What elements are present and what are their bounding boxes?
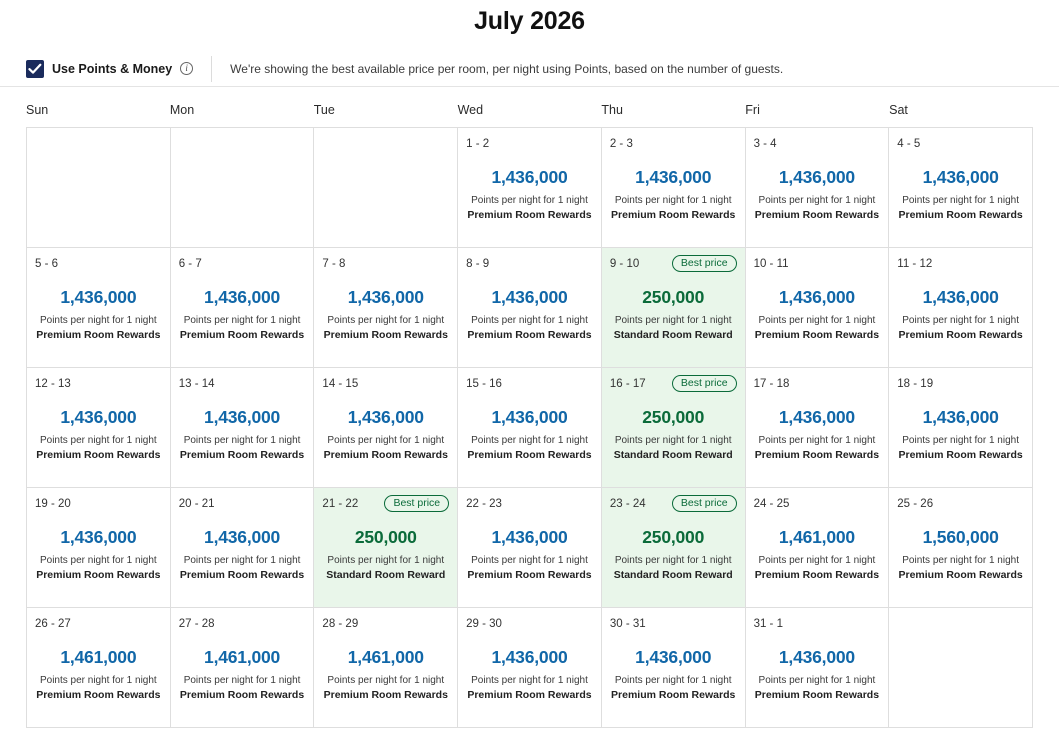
calendar-day-cell[interactable] [889, 488, 1033, 608]
price-amount: 1,436,000 [922, 167, 999, 187]
price-subtitle: Points per night for 1 night [327, 675, 445, 686]
price-subtitle: Points per night for 1 night [614, 195, 732, 206]
calendar-day-cell[interactable] [746, 368, 890, 488]
price-amount: 1,436,000 [204, 407, 281, 427]
weekday-mon: Mon [169, 103, 195, 117]
calendar-day-cell[interactable] [314, 368, 458, 488]
calendar-day-cell[interactable] [889, 128, 1033, 248]
price-block[interactable] [754, 527, 881, 581]
price-block[interactable] [466, 167, 593, 221]
price-block[interactable] [897, 407, 1024, 461]
price-subtitle: Points per night for 1 night [758, 315, 876, 326]
weekday-wed: Wed [457, 103, 484, 117]
room-type-label: Premium Room Rewards [898, 329, 1023, 341]
room-type-label: Premium Room Rewards [36, 689, 161, 701]
date-range-label: 24 - 25 [753, 497, 790, 510]
room-type-label: Premium Room Rewards [36, 569, 161, 581]
price-amount: 1,436,000 [635, 647, 712, 667]
calendar-day-cell[interactable] [889, 368, 1033, 488]
calendar-day-cell[interactable] [458, 368, 602, 488]
date-range-label: 27 - 28 [178, 617, 215, 630]
price-block[interactable] [322, 287, 449, 341]
price-subtitle: Points per night for 1 night [758, 675, 876, 686]
room-type-label: Premium Room Rewards [754, 209, 880, 221]
price-amount: 1,560,000 [922, 527, 999, 547]
calendar-cell-empty [314, 128, 458, 248]
date-range-label: 5 - 6 [35, 257, 59, 270]
price-block[interactable] [466, 407, 593, 461]
room-type-label: Premium Room Rewards [323, 449, 448, 461]
price-amount: 1,436,000 [347, 407, 424, 427]
date-range-label: 12 - 13 [35, 377, 71, 390]
price-subtitle: Points per night for 1 night [327, 315, 445, 326]
calendar-day-cell[interactable] [602, 608, 746, 728]
calendar-cell-header [179, 615, 306, 632]
price-amount: 1,436,000 [204, 527, 281, 547]
best-price-badge: Best price [672, 375, 737, 392]
calendar-cell-header [322, 615, 449, 632]
calendar-cell-header [897, 135, 1024, 152]
date-range-label: 7 - 8 [322, 257, 346, 270]
weekday-sat: Sat [889, 103, 908, 117]
calendar-day-cell[interactable] [746, 128, 890, 248]
price-amount: 1,461,000 [204, 647, 281, 667]
price-subtitle: Points per night for 1 night [471, 195, 588, 206]
calendar-cell-header [35, 495, 162, 512]
price-subtitle: Points per night for 1 night [183, 435, 301, 446]
date-range-label: 21 - 22 [322, 497, 359, 510]
calendar-cell-header [35, 255, 162, 272]
price-subtitle: Points per night for 1 night [183, 675, 301, 686]
date-range-label: 22 - 23 [466, 497, 502, 510]
room-type-label: Premium Room Rewards [179, 569, 305, 581]
calendar-cell-header [754, 615, 881, 632]
best-price-badge: Best price [384, 495, 449, 512]
price-subtitle: Points per night for 1 night [902, 195, 1019, 206]
date-range-label: 25 - 26 [897, 497, 934, 510]
room-type-label: Premium Room Rewards [754, 569, 880, 581]
date-range-label: 30 - 31 [609, 617, 646, 630]
room-type-label: Premium Room Rewards [323, 329, 448, 341]
calendar-day-cell[interactable] [314, 608, 458, 728]
price-amount: 1,436,000 [204, 287, 281, 307]
calendar-day-cell[interactable] [602, 128, 746, 248]
calendar-day-cell[interactable] [171, 488, 315, 608]
date-range-label: 2 - 3 [609, 137, 633, 150]
room-type-label: Premium Room Rewards [898, 569, 1023, 581]
price-subtitle: Points per night for 1 night [758, 195, 876, 206]
date-range-label: 14 - 15 [322, 377, 359, 390]
date-range-label: 23 - 24 [609, 497, 646, 510]
calendar-cell-empty [171, 128, 315, 248]
weekday-header [0, 103, 1059, 127]
room-type-label: Premium Room Rewards [36, 329, 161, 341]
price-block[interactable] [610, 287, 737, 341]
price-amount: 1,461,000 [347, 647, 424, 667]
date-range-label: 29 - 30 [466, 617, 502, 630]
price-block[interactable] [179, 647, 306, 701]
calendar-cell-header [466, 495, 593, 512]
page-title: July 2026 [474, 7, 585, 35]
date-range-label: 10 - 11 [753, 257, 789, 270]
date-range-label: 9 - 10 [609, 257, 640, 270]
price-amount: 1,436,000 [778, 287, 855, 307]
calendar-day-cell[interactable] [27, 608, 171, 728]
price-block[interactable] [466, 527, 593, 581]
room-type-label: Premium Room Rewards [179, 449, 305, 461]
price-block[interactable] [179, 287, 306, 341]
price-amount: 1,436,000 [347, 287, 424, 307]
calendar-cell-header [466, 255, 593, 272]
price-subtitle: Points per night for 1 night [902, 315, 1019, 326]
calendar-cell-header [466, 135, 593, 152]
calendar-cell-header [179, 375, 306, 392]
price-amount: 1,436,000 [778, 647, 855, 667]
room-type-label: Premium Room Rewards [467, 329, 592, 341]
calendar-cell-header [897, 375, 1024, 392]
calendar-cell-empty [889, 608, 1033, 728]
date-range-label: 8 - 9 [466, 257, 490, 270]
date-range-label: 6 - 7 [178, 257, 202, 270]
calendar-day-cell[interactable] [889, 248, 1033, 368]
best-price-badge: Best price [672, 255, 737, 272]
price-subtitle: Points per night for 1 night [902, 435, 1019, 446]
price-block[interactable] [35, 407, 162, 461]
calendar-cell-header [179, 495, 306, 512]
calendar-cell-header [610, 135, 737, 152]
calendar-cell-header [754, 135, 881, 152]
price-subtitle: Points per night for 1 night [614, 435, 732, 446]
calendar-cell-header [610, 495, 737, 512]
weekday-sun: Sun [26, 103, 49, 117]
date-range-label: 20 - 21 [178, 497, 215, 510]
info-icon[interactable]: i [180, 62, 193, 75]
calendar-grid [26, 127, 1033, 728]
calendar-day-cell[interactable] [171, 608, 315, 728]
calendar-cell-header [610, 615, 737, 632]
price-block[interactable] [179, 407, 306, 461]
calendar-day-cell[interactable] [27, 368, 171, 488]
price-amount: 1,436,000 [491, 527, 568, 547]
room-type-label: Premium Room Rewards [467, 209, 592, 221]
room-type-label: Premium Room Rewards [467, 449, 592, 461]
price-subtitle: Points per night for 1 night [471, 555, 588, 566]
date-range-label: 16 - 17 [609, 377, 646, 390]
calendar-cell-header [322, 495, 449, 512]
room-type-label: Premium Room Rewards [467, 689, 592, 701]
price-block[interactable] [754, 647, 881, 701]
room-type-label: Premium Room Rewards [898, 449, 1023, 461]
room-type-label: Premium Room Rewards [179, 689, 305, 701]
price-block[interactable] [754, 167, 881, 221]
calendar-cell-header [322, 255, 449, 272]
date-range-label: 4 - 5 [897, 137, 921, 150]
date-range-label: 18 - 19 [897, 377, 934, 390]
price-amount: 1,436,000 [60, 287, 137, 307]
price-subtitle: Points per night for 1 night [758, 555, 876, 566]
date-range-label: 31 - 1 [753, 617, 783, 630]
price-subtitle: Points per night for 1 night [39, 435, 157, 446]
calendar-day-cell[interactable] [171, 368, 315, 488]
price-block[interactable] [35, 647, 162, 701]
calendar-cell-header [610, 375, 737, 392]
date-range-label: 17 - 18 [753, 377, 790, 390]
calendar-day-cell[interactable] [602, 368, 746, 488]
room-type-label: Standard Room Reward [326, 569, 446, 581]
price-block[interactable] [35, 527, 162, 581]
price-subtitle: Points per night for 1 night [327, 555, 445, 566]
room-type-label: Premium Room Rewards [179, 329, 305, 341]
price-subtitle: Points per night for 1 night [614, 675, 732, 686]
date-range-label: 19 - 20 [35, 497, 71, 510]
price-amount: 250,000 [642, 287, 705, 307]
price-subtitle: Points per night for 1 night [758, 435, 876, 446]
price-subtitle: Points per night for 1 night [39, 555, 157, 566]
calendar-day-cell[interactable] [746, 248, 890, 368]
calendar-day-cell[interactable] [458, 248, 602, 368]
checkbox-checked-icon[interactable] [26, 60, 44, 78]
date-range-label: 15 - 16 [466, 377, 502, 390]
calendar-day-cell[interactable] [458, 128, 602, 248]
date-range-label: 13 - 14 [178, 377, 215, 390]
price-amount: 250,000 [354, 527, 417, 547]
price-amount: 1,436,000 [778, 407, 855, 427]
price-amount: 1,436,000 [60, 407, 137, 427]
calendar-day-cell[interactable] [314, 248, 458, 368]
calendar-cell-header [754, 375, 881, 392]
price-amount: 1,436,000 [922, 287, 999, 307]
calendar-cell-header [897, 255, 1024, 272]
calendar-day-cell[interactable] [602, 248, 746, 368]
price-amount: 1,436,000 [922, 407, 999, 427]
room-type-label: Standard Room Reward [613, 569, 733, 581]
calendar-cell-header [35, 375, 162, 392]
price-subtitle: Points per night for 1 night [183, 315, 301, 326]
price-amount: 1,436,000 [491, 647, 568, 667]
options-note: We're showing the best available price per room, per night using Points, based on the number of guests. [230, 61, 784, 76]
calendar-cell-header [466, 615, 593, 632]
price-subtitle: Points per night for 1 night [39, 675, 157, 686]
price-amount: 1,436,000 [491, 407, 568, 427]
price-subtitle: Points per night for 1 night [614, 555, 732, 566]
price-block[interactable] [179, 527, 306, 581]
room-type-label: Premium Room Rewards [754, 449, 880, 461]
calendar-cell-header [754, 495, 881, 512]
room-type-label: Premium Room Rewards [36, 449, 161, 461]
calendar-cell-header [322, 375, 449, 392]
price-subtitle: Points per night for 1 night [327, 435, 445, 446]
price-block[interactable] [466, 287, 593, 341]
calendar-cell-header [754, 255, 881, 272]
room-type-label: Premium Room Rewards [611, 689, 736, 701]
price-subtitle: Points per night for 1 night [902, 555, 1019, 566]
calendar-day-cell[interactable] [314, 488, 458, 608]
price-subtitle: Points per night for 1 night [39, 315, 157, 326]
room-type-label: Premium Room Rewards [898, 209, 1023, 221]
calendar-day-cell[interactable] [27, 248, 171, 368]
use-points-and-money-label: Use Points & Money [52, 61, 173, 76]
room-type-label: Premium Room Rewards [611, 209, 736, 221]
price-subtitle: Points per night for 1 night [471, 675, 588, 686]
room-type-label: Premium Room Rewards [467, 569, 592, 581]
weekday-tue: Tue [313, 103, 335, 117]
use-points-and-money-toggle[interactable] [26, 56, 212, 82]
price-block[interactable] [610, 167, 737, 221]
price-amount: 1,436,000 [778, 167, 855, 187]
best-price-badge: Best price [672, 495, 737, 512]
calendar-day-cell[interactable] [458, 608, 602, 728]
date-range-label: 28 - 29 [322, 617, 359, 630]
date-range-label: 1 - 2 [466, 137, 490, 150]
room-type-label: Premium Room Rewards [754, 689, 880, 701]
price-block[interactable] [35, 287, 162, 341]
price-block[interactable] [322, 407, 449, 461]
room-type-label: Standard Room Reward [613, 329, 733, 341]
price-amount: 1,436,000 [491, 287, 568, 307]
price-block[interactable] [754, 407, 881, 461]
price-block[interactable] [610, 407, 737, 461]
price-block[interactable] [897, 527, 1024, 581]
calendar-day-cell[interactable] [746, 488, 890, 608]
price-block[interactable] [322, 527, 449, 581]
price-block[interactable] [897, 287, 1024, 341]
date-range-label: 3 - 4 [753, 137, 777, 150]
price-amount: 1,436,000 [491, 167, 568, 187]
price-block[interactable] [610, 527, 737, 581]
price-subtitle: Points per night for 1 night [471, 315, 588, 326]
calendar-day-cell[interactable] [171, 248, 315, 368]
room-type-label: Premium Room Rewards [754, 329, 880, 341]
calendar-cell-header [35, 615, 162, 632]
price-subtitle: Points per night for 1 night [183, 555, 301, 566]
price-block[interactable] [466, 647, 593, 701]
room-type-label: Premium Room Rewards [323, 689, 448, 701]
calendar-day-cell[interactable] [27, 488, 171, 608]
date-range-label: 11 - 12 [897, 257, 933, 270]
options-bar [0, 51, 1059, 87]
calendar-cell-header [466, 375, 593, 392]
price-subtitle: Points per night for 1 night [471, 435, 588, 446]
price-amount: 250,000 [642, 407, 705, 427]
price-block[interactable] [610, 647, 737, 701]
price-amount: 1,436,000 [60, 527, 137, 547]
room-type-label: Standard Room Reward [613, 449, 733, 461]
calendar-cell-header [179, 255, 306, 272]
date-range-label: 26 - 27 [35, 617, 71, 630]
price-block[interactable] [897, 167, 1024, 221]
price-block[interactable] [322, 647, 449, 701]
calendar-day-cell[interactable] [746, 608, 890, 728]
weekday-fri: Fri [745, 103, 760, 117]
calendar-day-cell[interactable] [602, 488, 746, 608]
price-block[interactable] [754, 287, 881, 341]
weekday-thu: Thu [601, 103, 623, 117]
price-subtitle: Points per night for 1 night [614, 315, 732, 326]
price-amount: 1,436,000 [635, 167, 712, 187]
calendar-cell-header [610, 255, 737, 272]
calendar-cell-header [897, 495, 1024, 512]
price-amount: 1,461,000 [60, 647, 137, 667]
calendar-day-cell[interactable] [458, 488, 602, 608]
calendar-cell-empty [27, 128, 171, 248]
price-amount: 1,461,000 [778, 527, 855, 547]
price-amount: 250,000 [642, 527, 705, 547]
